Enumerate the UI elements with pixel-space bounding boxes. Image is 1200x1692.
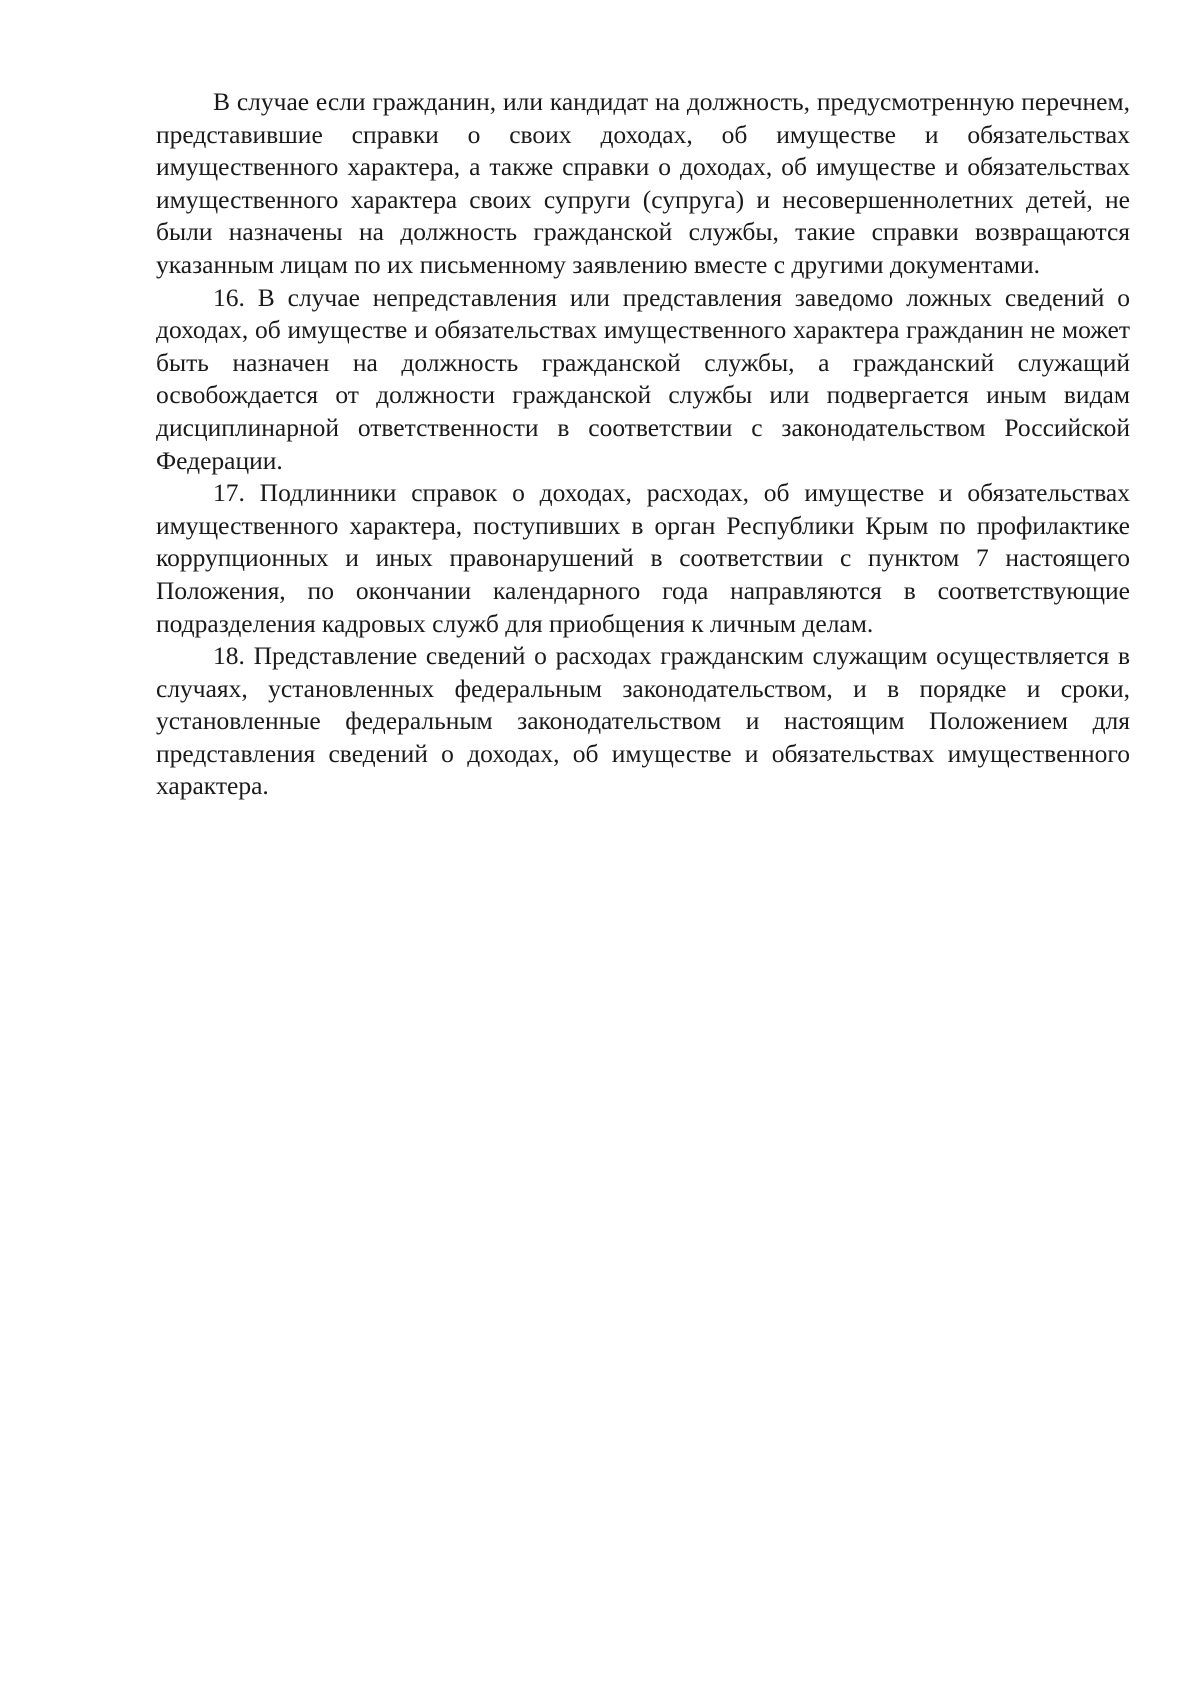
paragraph-return-of-certificates: В случае если гражданин, или кандидат на должность, предусмотренную перечнем, представившие справки о своих доходах, об имуществе и обязательствах имущественного характера, а также справки о доходах, об имуществе и обязательствах имущественного характера своих супруги (супруга) и несовершеннолетних детей, не были назначены на должность гражданской службы, такие справки возвращаются указанным лицам по их письменному заявлению вместе с другими документами. — [156, 87, 1130, 279]
document-body — [156, 86, 1130, 803]
paragraph-17: 17. Подлинники справок о доходах, расходах, об имуществе и обязательствах имущественного характера, поступивших в орган Республики Крым по профилактике коррупционных и иных правонарушений в соответствии с пунктом 7 настоящего Положения, по окончании календарного года направляются в соответствующие подразделения кадровых служб для приобщения к личным делам. — [156, 478, 1130, 638]
paragraph-18: 18. Представление сведений о расходах гражданским служащим осуществляется в случаях, установленных федеральным законодательством, и в порядке и сроки, установленные федеральным законодательством и настоящим Положением для представления сведений о доходах, об имуществе и обязательствах имущественного характера. — [156, 641, 1130, 801]
paragraph-16: 16. В случае непредставления или представления заведомо ложных сведений о доходах, об имуществе и обязательствах имущественного характера гражданин не может быть назначен на должность гражданской службы, а гражданский служащий освобождается от должности гражданской службы или подвергается иным видам дисциплинарной ответственности в соответствии с законодательством Российской Федерации. — [156, 282, 1130, 475]
